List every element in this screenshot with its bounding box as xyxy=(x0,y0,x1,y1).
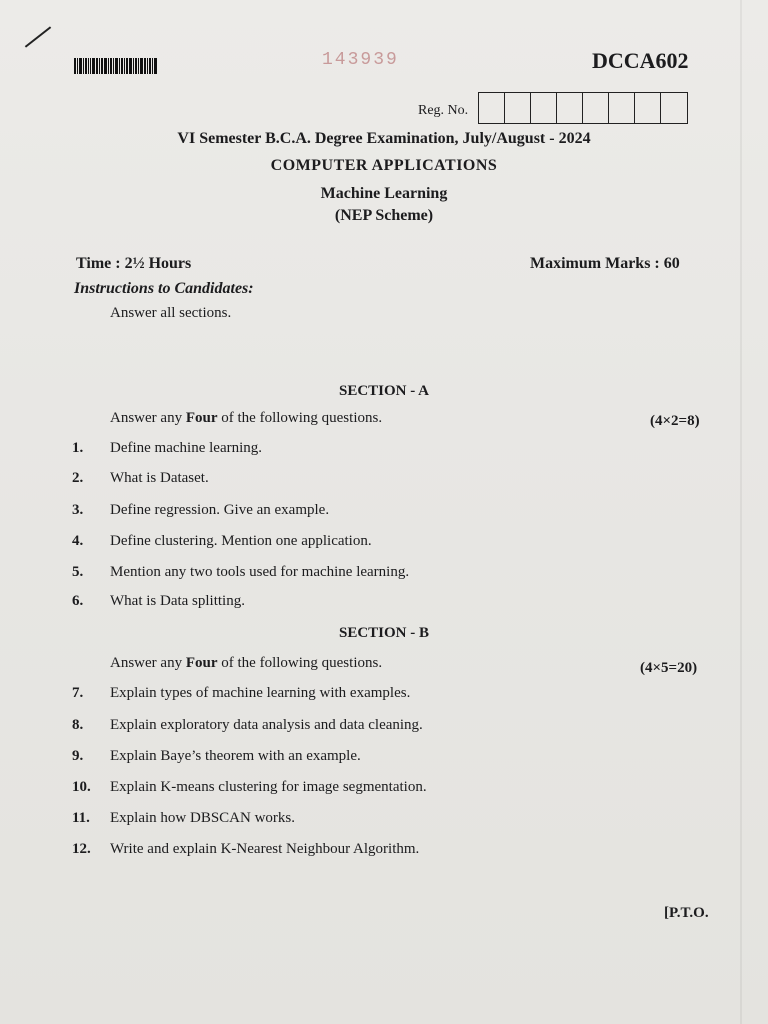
section-a-instruction xyxy=(110,410,382,427)
section-a-instruction-pre: Answer any xyxy=(110,410,186,426)
question-number: 8. xyxy=(72,717,84,733)
question-number: 11. xyxy=(72,810,90,826)
section-a-heading: SECTION - A xyxy=(338,383,430,399)
question-number: 6. xyxy=(72,593,84,609)
question-item xyxy=(72,533,372,550)
paper-name: Machine Learning xyxy=(320,185,448,202)
scheme-label: (NEP Scheme) xyxy=(334,207,434,224)
question-item xyxy=(72,748,361,765)
question-text: Define machine learning. xyxy=(110,440,263,456)
question-item xyxy=(72,564,409,581)
question-number: 9. xyxy=(72,748,84,764)
subject-title: COMPUTER APPLICATIONS xyxy=(270,157,498,174)
question-number: 3. xyxy=(72,502,84,518)
question-number: 10. xyxy=(72,779,91,795)
question-number: 7. xyxy=(72,685,84,701)
instructions-title: Instructions to Candidates: xyxy=(74,280,254,297)
question-text: What is Data splitting. xyxy=(110,593,245,609)
reg-no-box[interactable] xyxy=(479,93,505,123)
question-text: Explain exploratory data analysis and data cleaning. xyxy=(110,717,423,733)
question-text: Explain how DBSCAN works. xyxy=(110,810,296,826)
section-b-instruction-pre: Answer any xyxy=(110,655,186,671)
question-text: Write and explain K-Nearest Neighbour Algorithm. xyxy=(110,841,420,857)
section-b-instruction-post: of the following questions. xyxy=(217,655,383,671)
section-a-marks: (4×2=8) xyxy=(650,413,700,429)
reg-no-box[interactable] xyxy=(609,93,635,123)
question-number: 12. xyxy=(72,841,91,857)
reg-no-box[interactable] xyxy=(635,93,661,123)
reg-no-box[interactable] xyxy=(661,93,687,123)
section-b-instruction xyxy=(110,655,382,672)
reg-no-label: Reg. No. xyxy=(418,103,469,118)
question-text: Explain K-means clustering for image segmentation. xyxy=(110,779,427,795)
question-text: Define regression. Give an example. xyxy=(110,502,330,518)
question-item xyxy=(72,717,423,734)
question-number: 1. xyxy=(72,440,84,456)
question-item xyxy=(72,593,245,610)
section-b-marks: (4×5=20) xyxy=(640,660,698,676)
question-item xyxy=(72,779,427,796)
time-allowed: Time : 2½ Hours xyxy=(76,255,192,272)
question-text: Mention any two tools used for machine learning. xyxy=(110,564,410,580)
question-item xyxy=(72,841,419,858)
question-item xyxy=(72,470,209,487)
section-a-instruction-bold: Four xyxy=(185,410,218,426)
question-number: 2. xyxy=(72,470,84,486)
reg-no-boxes[interactable] xyxy=(478,92,688,124)
question-item xyxy=(72,440,262,457)
section-a-instruction-post: of the following questions. xyxy=(217,410,383,426)
exam-title: VI Semester B.C.A. Degree Examination, July/August - 2024 xyxy=(177,130,591,147)
pto-label: [P.T.O. xyxy=(664,905,709,921)
reg-no-box[interactable] xyxy=(583,93,609,123)
paper-code: DCCA602 xyxy=(592,48,689,73)
reg-no-box[interactable] xyxy=(531,93,557,123)
question-item xyxy=(72,502,329,519)
reg-no-box[interactable] xyxy=(557,93,583,123)
question-text: Explain Baye’s theorem with an example. xyxy=(110,748,361,764)
question-text: Explain types of machine learning with examples. xyxy=(110,685,411,701)
question-text: What is Dataset. xyxy=(110,470,209,486)
section-b-instruction-bold: Four xyxy=(185,655,218,671)
pen-tick-mark xyxy=(25,26,51,47)
barcode-icon xyxy=(74,58,178,74)
section-b-heading: SECTION - B xyxy=(338,625,430,641)
maximum-marks: Maximum Marks : 60 xyxy=(530,255,680,272)
question-item xyxy=(72,810,295,827)
question-number: 4. xyxy=(72,533,84,549)
question-number: 5. xyxy=(72,564,84,580)
instructions-text: Answer all sections. xyxy=(110,305,232,321)
paper-fold xyxy=(740,0,742,1024)
reg-no-box[interactable] xyxy=(505,93,531,123)
serial-number: 143939 xyxy=(322,50,399,70)
question-text: Define clustering. Mention one application. xyxy=(110,533,372,549)
question-item xyxy=(72,685,410,702)
